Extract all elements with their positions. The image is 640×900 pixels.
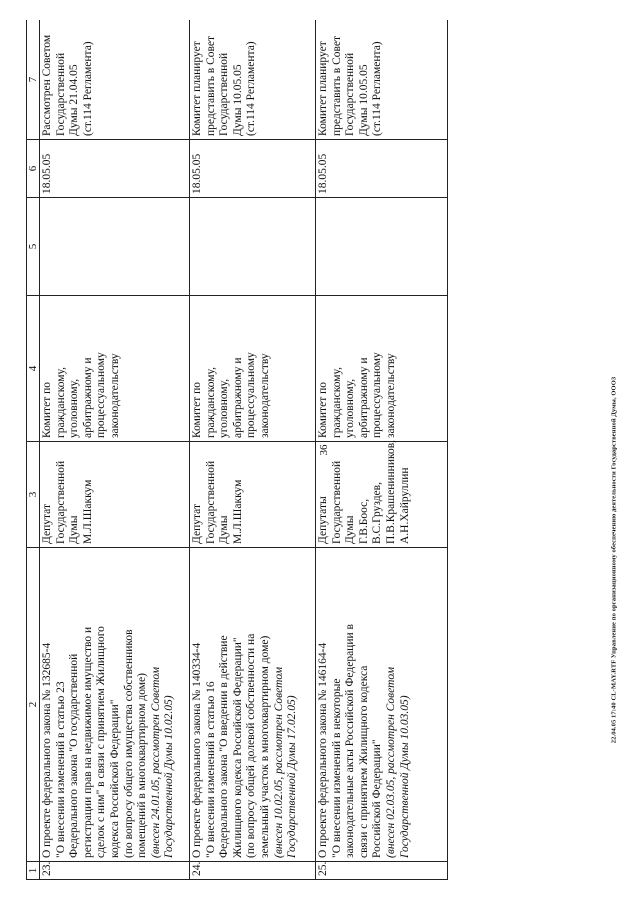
bill-note-line: Государственной Думы 17.02.05) (286, 695, 299, 858)
committee-line: уголовному, (218, 378, 231, 438)
initiator-line: П.В.Крашенинников, (384, 439, 397, 544)
bill-title-line: Федерального закона "О государственной (68, 653, 81, 858)
committee (316, 296, 448, 442)
bill-note-line: (внесен 10.02.05, рассмотрен Советом (272, 666, 285, 858)
bill-title-line: Российской Федерации" (371, 739, 384, 858)
initiator-line: А.Н.Хайруллин (398, 467, 411, 544)
committee-line: процессуальному (371, 352, 384, 438)
status-line: (ст.114 Регламента) (245, 41, 258, 136)
header-cell: 7 (27, 20, 40, 140)
header-cell: 3 (27, 442, 40, 548)
initiator-line: Государственной (54, 460, 67, 544)
bill-title-line: "О внесении изменений в статью 16 (204, 681, 217, 858)
status-line: Думы 21.04.05 (68, 64, 81, 136)
committee-line: арбитражному и (231, 357, 244, 438)
header-cell: 1 (27, 862, 40, 880)
column-5 (316, 198, 448, 296)
committee-line: законодательству (384, 353, 397, 438)
initiator-line: Депутаты (317, 496, 329, 544)
bill-title-line: О проекте федерального закона № 132685-4 (41, 642, 53, 858)
bill-title-line: земельный участок в многоквартирном доме) (258, 635, 271, 858)
status-line: Рассмотрен Советом (41, 34, 53, 136)
initiator-line: Думы (68, 515, 81, 544)
bill-title (40, 548, 190, 862)
committee-line: гражданскому, (54, 366, 67, 438)
bill-title-line: помещений в многоквартирном доме) (136, 673, 149, 858)
status-line: Государственной (54, 52, 67, 136)
committee-line: Комитет по (191, 382, 203, 438)
initiator-line: М.Л.Шаккум (81, 479, 94, 544)
bill-title-line: "О внесении изменений в некоторые (330, 678, 343, 858)
bill-title-line: О проекте федерального закона № 146164-4 (317, 642, 329, 858)
status-line: Думы 10.05.05 (357, 64, 370, 136)
status-line: Комитет планирует (191, 41, 203, 136)
status (316, 20, 448, 140)
bill-title-line: Жилищного кодекса Российской Федерации" (231, 637, 244, 858)
committee (190, 296, 316, 442)
initiator-line: Государственной (330, 460, 343, 544)
committee-line: арбитражному и (357, 357, 370, 438)
status-line: (ст.114 Регламента) (371, 41, 384, 136)
date: 18.05.05 (316, 140, 448, 198)
status-line: Думы 10.05.05 (231, 64, 244, 136)
bill-title-line: законодательные акты Российской Федерации в (344, 624, 357, 858)
initiator-line: Г.В.Боос, (357, 498, 370, 544)
table-row (316, 20, 448, 880)
status-line: представить в Совет (330, 35, 343, 136)
column-5 (40, 198, 190, 296)
status-line: Государственной (344, 52, 357, 136)
date: 18.05.05 (190, 140, 316, 198)
bill-title-line: Федерального закона "О введении в действие (218, 635, 231, 858)
status (40, 20, 190, 140)
initiator-line: Депутат (41, 504, 53, 544)
initiator-line: М.Л.Шаккум (231, 479, 244, 544)
committee-line: арбитражному и (81, 357, 94, 438)
document-table-wrapper (26, 20, 601, 880)
bill-title-line: регистрации прав на недвижимое имущество и (81, 626, 94, 858)
initiator-line: Государственной (204, 460, 217, 544)
initiator-line: В.С.Груздев, (371, 482, 384, 544)
rotated-page (26, 20, 601, 880)
bill-title-line: О проекте федерального закона № 140334-4 (191, 642, 203, 858)
committee-line: уголовному, (344, 378, 357, 438)
header-row (27, 20, 40, 880)
table-row (40, 20, 190, 880)
committee-line: процессуальному (245, 352, 258, 438)
bill-title-line: (по вопросу общего имущества собственников (122, 629, 135, 858)
bill-title (316, 548, 448, 862)
row-number: 25. (316, 862, 448, 880)
committee-line: Комитет по (41, 382, 53, 438)
initiator (316, 439, 448, 548)
bill-note-line: (внесен 24.01.05, рассмотрен Советом (149, 666, 162, 858)
header-cell: 5 (27, 198, 40, 296)
status-line: представить в Совет (204, 35, 217, 136)
table-row (190, 20, 316, 880)
bill-title-line: сделок с ним" в связи с принятием Жилищного (95, 626, 108, 858)
header-cell: 6 (27, 140, 40, 198)
bill-note-line: (внесен 02.03.05, рассмотрен Советом (384, 666, 397, 858)
bill-title (190, 548, 316, 862)
initiator (40, 442, 190, 548)
committee-line: законодательству (258, 353, 271, 438)
bills-table (26, 20, 448, 880)
status-line: Государственной (218, 52, 231, 136)
row-number: 24. (190, 862, 316, 880)
footer-text: 22.04.05 17:40 CL-MAY.RTF Управление по организационному обеспечению деятельности Государственной Думы, ООО3 (610, 376, 618, 744)
date: 18.05.05 (40, 140, 190, 198)
committee-line: гражданскому, (204, 366, 217, 438)
initiator-line: Депутат (191, 504, 203, 544)
status-line: (ст.114 Регламента) (81, 41, 94, 136)
page-number: 36 (318, 444, 330, 456)
status (190, 20, 316, 140)
bill-note-line: Государственной Думы 10.03.05) (398, 695, 411, 858)
table-body (27, 20, 448, 880)
header-cell: 4 (27, 296, 40, 442)
bill-note-line: Государственной Думы 10.02.05) (163, 695, 176, 858)
initiator (190, 442, 316, 548)
bill-title-line: связи с принятием Жилищного кодекса (357, 665, 370, 858)
initiator-line: Думы (218, 515, 231, 544)
column-5 (190, 198, 316, 296)
row-number: 23. (40, 862, 190, 880)
committee-line: гражданскому, (330, 366, 343, 438)
bill-title-line: "О внесении изменений в статью 23 (54, 681, 67, 858)
bill-title-line: кодекса Российской Федерации" (108, 699, 121, 858)
header-cell: 2 (27, 548, 40, 862)
status-line: Комитет планирует (317, 41, 329, 136)
committee-line: процессуальному (95, 352, 108, 438)
committee (40, 296, 190, 442)
committee-line: законодательству (108, 353, 121, 438)
committee-line: Комитет по (317, 382, 329, 438)
initiator-line: Думы (344, 515, 357, 544)
bill-title-line: (по вопросу общей долевой собственности на (245, 633, 258, 858)
committee-line: уголовному, (68, 378, 81, 438)
